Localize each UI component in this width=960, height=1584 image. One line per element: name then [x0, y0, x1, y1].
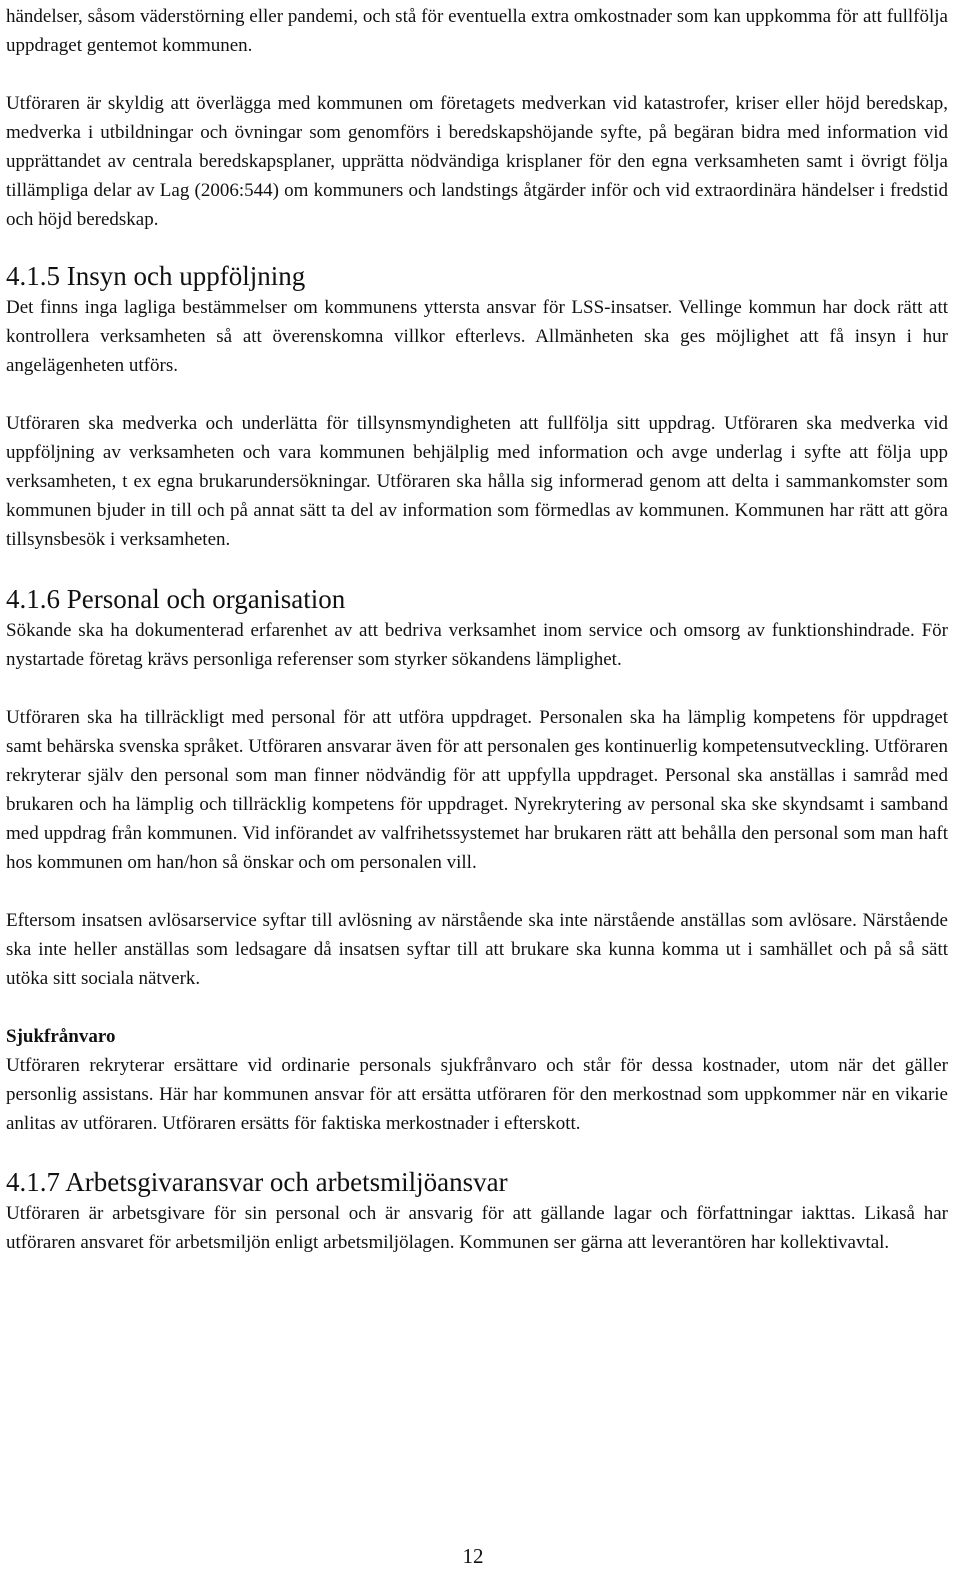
section-insyn-paragraph-1: Det finns inga lagliga bestämmelser om kommunens yttersta ansvar för LSS-insatser. Vellinge kommun har dock rätt att kontrollera verksamheten så att överenskomna villkor efterlevs. Allmänheten ska ges möjlighet att få insyn i hur angelägenheten utförs. [6, 297, 948, 376]
section-personal-paragraph-1: Sökande ska ha dokumenterad erfarenhet av att bedriva verksamhet inom service och omsorg av funktionshindrade. För nystartade företag krävs personliga referenser som styrker sökandens lämplighet. [6, 620, 948, 670]
section-personal-paragraph-3: Eftersom insatsen avlösarservice syftar till avlösning av närstående ska inte närstående anställas som avlösare. Närstående ska inte heller anställas som ledsagare då insatsen syftar till att brukare ska kunna komma ut i samhället och på så sätt utöka sitt sociala nätverk. [6, 910, 948, 989]
section-arbetsgivaransvar-paragraph: Utföraren är arbetsgivare för sin personal och är ansvarig för att gällande lagar och författningar iakttas. Likaså har utföraren ansvaret för arbetsmiljön enligt arbetsmiljölagen. Kommunen ser gärna att leverantören har kollektivavtal. [6, 1203, 948, 1253]
section-insyn-paragraph-2: Utföraren ska medverka och underlätta för tillsynsmyndigheten att fullfölja sitt uppdrag. Utföraren ska medverka vid uppföljning av verksamheten och vara kommunen behjälplig med information och avge underlag i syfte att följa upp verksamheten, t ex egna brukarundersökningar. Utföraren ska hålla sig informerad genom att delta i sammankomster som kommunen bjuder in till och på annat sätt ta del av information som förmedlas av kommunen. Kommunen har rätt att göra tillsynsbesök i verksamheten. [6, 413, 948, 550]
intro-paragraph-tail: händelser, såsom väderstörning eller pandemi, och stå för eventuella extra omkostnader som kan uppkomma för att fullfölja uppdraget gentemot kommunen. [6, 6, 948, 56]
sjukfranvaro-paragraph: Utföraren rekryterar ersättare vid ordinarie personals sjukfrånvaro och står för dessa kostnader, utom när det gäller personlig assistans. Här har kommunen ansvar för att ersätta utföraren för den merkostnad som uppkommer när en vikarie anlitas av utföraren. Utföraren ersätts för faktiska merkostnader i efterskott. [6, 1055, 948, 1134]
intro-paragraph-preparedness: Utföraren är skyldig att överlägga med kommunen om företagets medverkan vid katastrofer, kriser eller höjd beredskap, medverka i utbildningar och övningar som genomförs i beredskapshöjande syfte, på begäran bidra med information vid upprättandet av centrala beredskapsplaner, upprätta nödvändiga krisplaner för den egna verksamheten samt i övrigt följa tillämpliga delar av Lag (2006:544) om kommuners och landstings åtgärder inför och vid extraordinära händelser i fredstid och höjd beredskap. [6, 93, 948, 230]
page-number: 12 [462, 1544, 484, 1568]
document-page [6, 2, 948, 1257]
section-heading-arbetsgivaransvar: 4.1.7 Arbetsgivaransvar och arbetsmiljöansvar [6, 1167, 508, 1197]
section-heading-personal: 4.1.6 Personal och organisation [6, 584, 346, 614]
section-personal-paragraph-2: Utföraren ska ha tillräckligt med personal för att utföra uppdraget. Personalen ska ha lämplig kompetens för uppdraget samt behärska svenska språket. Utföraren ansvarar även för att personalen ges kontinuerlig kompetensutveckling. Utföraren rekryterar själv den personal som man finner nödvändig för att uppfylla uppdraget. Personal ska anställas i samråd med brukaren och ha lämplig och tillräcklig kompetens för uppdraget. Nyrekrytering av personal ska ske skyndsamt i samband med uppdrag från kommunen. Vid införandet av valfrihetssystemet har brukaren rätt att behålla den personal som man haft hos kommunen om han/hon så önskar och om personalen vill. [6, 707, 948, 873]
section-heading-insyn: 4.1.5 Insyn och uppföljning [6, 261, 306, 291]
subheading-sjukfranvaro: Sjukfrånvaro [6, 1026, 116, 1047]
